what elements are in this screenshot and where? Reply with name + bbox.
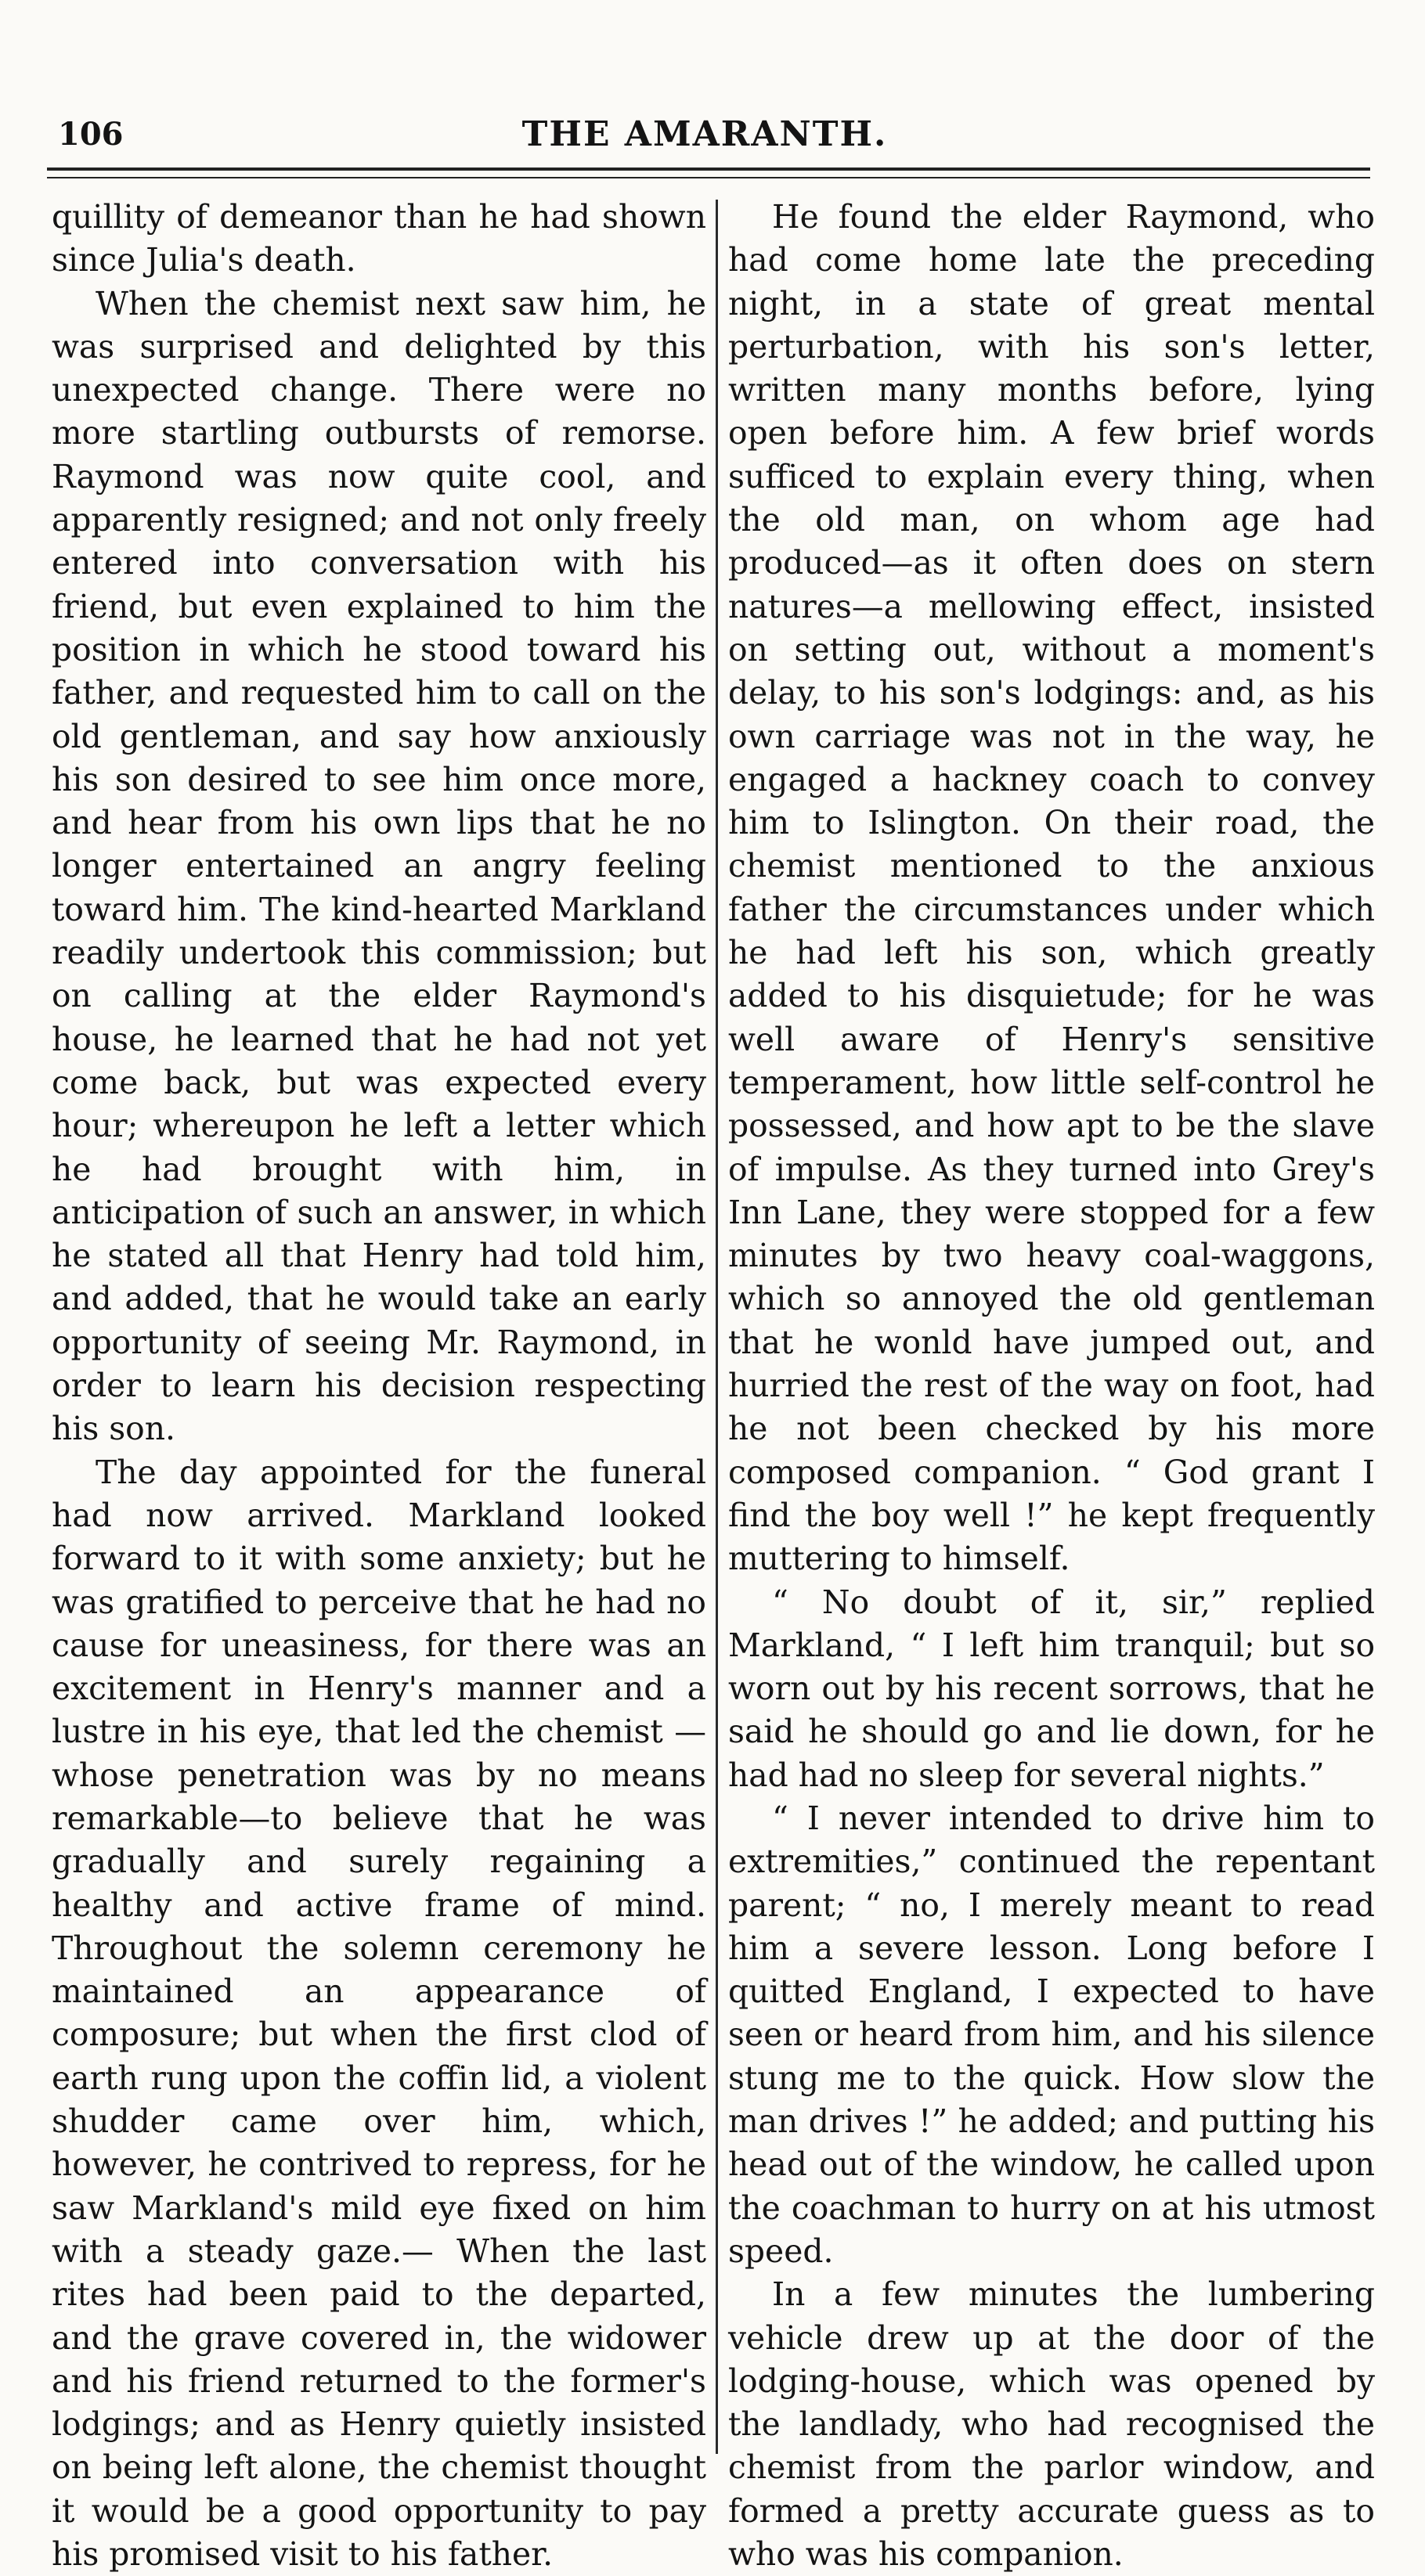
paragraph: “ I never intended to drive him to extremities,” continued the repentant parent; “ no, I merely meant to read him a severe lesson. Long before I quitted England, I expected to have seen or heard from him, and his silence stung me to the quick. How slow the man drives !” he added; and putting his head out of the window, he called upon the coachman to hurry on at his utmost speed.: [728, 1799, 1375, 2270]
right-column: [728, 196, 1375, 2576]
column-divider: [716, 200, 718, 2454]
paragraph: When the chemist next saw him, he was surprised and delighted by this unexpected change. There were no more startling outbursts of remorse. Raymond was now quite cool, and apparently resigned; and not only freely entered into conversation with his friend, but even explained to him the position in which he stood toward his father, and requested him to call on the old gentleman, and say how anxiously his son desired to see him once more, and hear from his own lips that he no longer entertained an angry feeling toward him. The kind-hearted Markland readily undertook this commission; but on calling at the elder Raymond's house, he learned that he had not yet come back, but was expected every hour; whereupon he left a letter which he had brought with him, in anticipation of such an answer, in which he stated all that Henry had told him, and added, that he would take an early opportunity of seeing Mr. Raymond, in order to learn his decision respecting his son.: [52, 284, 706, 1448]
paragraph: The day appointed for the funeral had now arrived. Markland looked forward to it with some anxiety; but he was gratified to perceive that he had no cause for uneasiness, for there was an excitement in Henry's manner and a lustre in his eye, that led the chemist —whose penetration was by no means remarkable—to believe that he was gradually and surely regaining a healthy and active frame of mind. Throughout the solemn ceremony he maintained an appearance of composure; but when the first clod of earth rung upon the coffin lid, a violent shudder came over him, which, however, he contrived to repress, for he saw Markland's mild eye fixed on him with a steady gaze.— When the last rites had been paid to the departed, and the grave covered in, the widower and his friend returned to the former's lodgings; and as Henry quietly insisted on being left alone, the chemist thought it would be a good opportunity to pay his promised visit to his father.: [52, 1453, 706, 2574]
paragraph: He found the elder Raymond, who had come home late the preceding night, in a state of great mental perturbation, with his son's letter, written many months before, lying open before him. A few brief words sufficed to explain every thing, when the old man, on whom age had produced—as it often does on stern natures—a mellowing effect, insisted on setting out, without a moment's delay, to his son's lodgings: and, as his own carriage was not in the way, he engaged a hackney coach to convey him to Islington. On their road, the chemist mentioned to the anxious father the circumstances under which he had left his son, which greatly added to his disquietude; for he was well aware of Henry's sensitive temperament, how little self-control he possessed, and how apt to be the slave of impulse. As they turned into Grey's Inn Lane, they were stopped for a few minutes by two heavy coal-waggons, which so annoyed the old gentleman that he wonld have jumped out, and hurried the rest of the way on foot, had he not been checked by his more composed companion. “ God grant I find the boy well !” he kept frequently muttering to himself.: [728, 198, 1375, 1578]
page-header: [47, 108, 1362, 163]
header-rule-thick: [47, 168, 1370, 171]
paragraph: quillity of demeanor than he had shown since Julia's death.: [52, 198, 706, 279]
page-number: 106: [58, 116, 124, 153]
paragraph: “ No doubt of it, sir,” replied Markland, “ I left him tranquil; but so worn out by his recent sorrows, that he said he should go and lie down, for he had had no sleep for several nights.”: [728, 1583, 1375, 1794]
left-column: [52, 196, 706, 2576]
paragraph: In a few minutes the lumbering vehicle drew up at the door of the lodging-house, which was opened by the landlady, who had recognised the chemist from the parlor window, and formed a pretty accurate guess as to who was his companion.: [728, 2275, 1375, 2574]
header-rule-thin: [47, 177, 1370, 178]
running-title: THE AMARANTH.: [521, 114, 888, 154]
